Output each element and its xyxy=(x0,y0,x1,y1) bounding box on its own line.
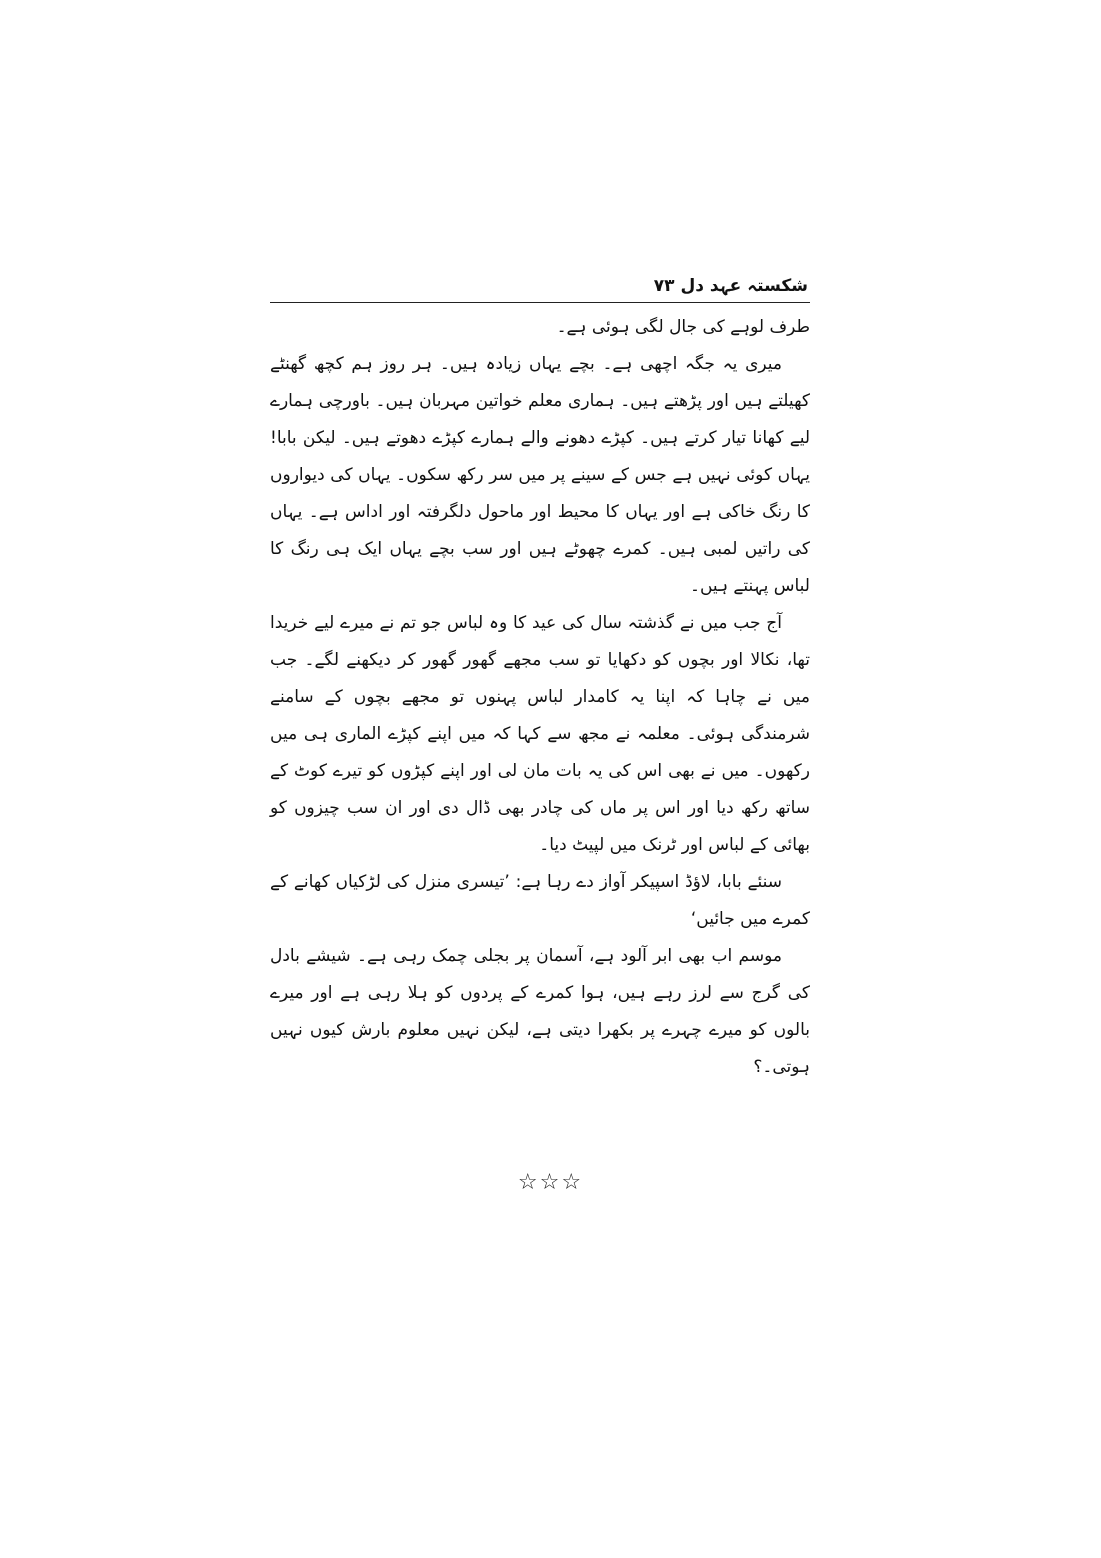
header-rule xyxy=(270,302,810,303)
running-title: شکستہ عہد دل xyxy=(680,276,808,296)
paragraph: سنئے بابا، لاؤڈ اسپیکر آواز دے رہا ہے: ’تیسری منزل کی لڑکیاں کھانے کے کمرے میں جائیں‘ xyxy=(270,872,810,929)
paragraph: طرف لوہے کی جال لگی ہوئی ہے۔ xyxy=(556,317,810,337)
body-text xyxy=(270,309,810,1086)
page-number: ۷۳ xyxy=(653,276,675,296)
paragraph: میری یہ جگہ اچھی ہے۔ بچے یہاں زیادہ ہیں۔ ہر روز ہم کچھ گھنٹے کھیلتے ہیں اور پڑھتے ہیں۔ ہماری معلم خواتین مہربان ہیں۔ باورچی ہمارے لیے کھانا تیار کرتے ہیں۔ کپڑے دھونے والے ہمارے کپڑے دھوتے ہیں۔ لیکن بابا! یہاں کوئی نہیں ہے جس کے سینے پر میں سر رکھ سکوں۔ یہاں کی دیواروں کا رنگ خاکی ہے اور یہاں کا محیط اور ماحول دلگرفتہ اور اداس ہے۔ یہاں کی راتیں لمبی ہیں۔ کمرے چھوٹے ہیں اور سب بچے یہاں ایک ہی رنگ کا لباس پہنتے ہیں۔ xyxy=(270,354,810,596)
paragraph: آج جب میں نے گذشتہ سال کی عید کا وہ لباس جو تم نے میرے لیے خریدا تھا، نکالا اور بچوں کو دکھایا تو سب مجھے گھور گھور کر دیکھنے لگے۔ جب میں نے چاہا کہ اپنا یہ کامدار لباس پہنوں تو مجھے بچوں کے سامنے شرمندگی ہوئی۔ معلمہ نے مجھ سے کہا کہ میں اپنے کپڑے الماری ہی میں رکھوں۔ میں نے بھی اس کی یہ بات مان لی اور اپنے کپڑوں کو تیرے کوٹ کے ساتھ رکھ دیا اور اس پر ماں کی چادر بھی ڈال دی اور ان سب چیزوں کو بھائی کے لباس اور ٹرنک میں لپیٹ دیا۔ xyxy=(270,613,810,855)
page-text-block xyxy=(270,270,810,1086)
running-head xyxy=(270,270,810,302)
paragraph: موسم اب بھی ابر آلود ہے، آسمان پر بجلی چمک رہی ہے۔ شیشے بادل کی گرج سے لرز رہے ہیں، ہوا کمرے کے پردوں کو ہلا رہی ہے اور میرے بالوں کو میرے چہرے پر بکھرا دیتی ہے، لیکن نہیں معلوم بارش کیوں نہیں ہوتی۔؟ xyxy=(270,946,810,1077)
section-end-ornament: ☆☆☆ xyxy=(517,1170,584,1195)
